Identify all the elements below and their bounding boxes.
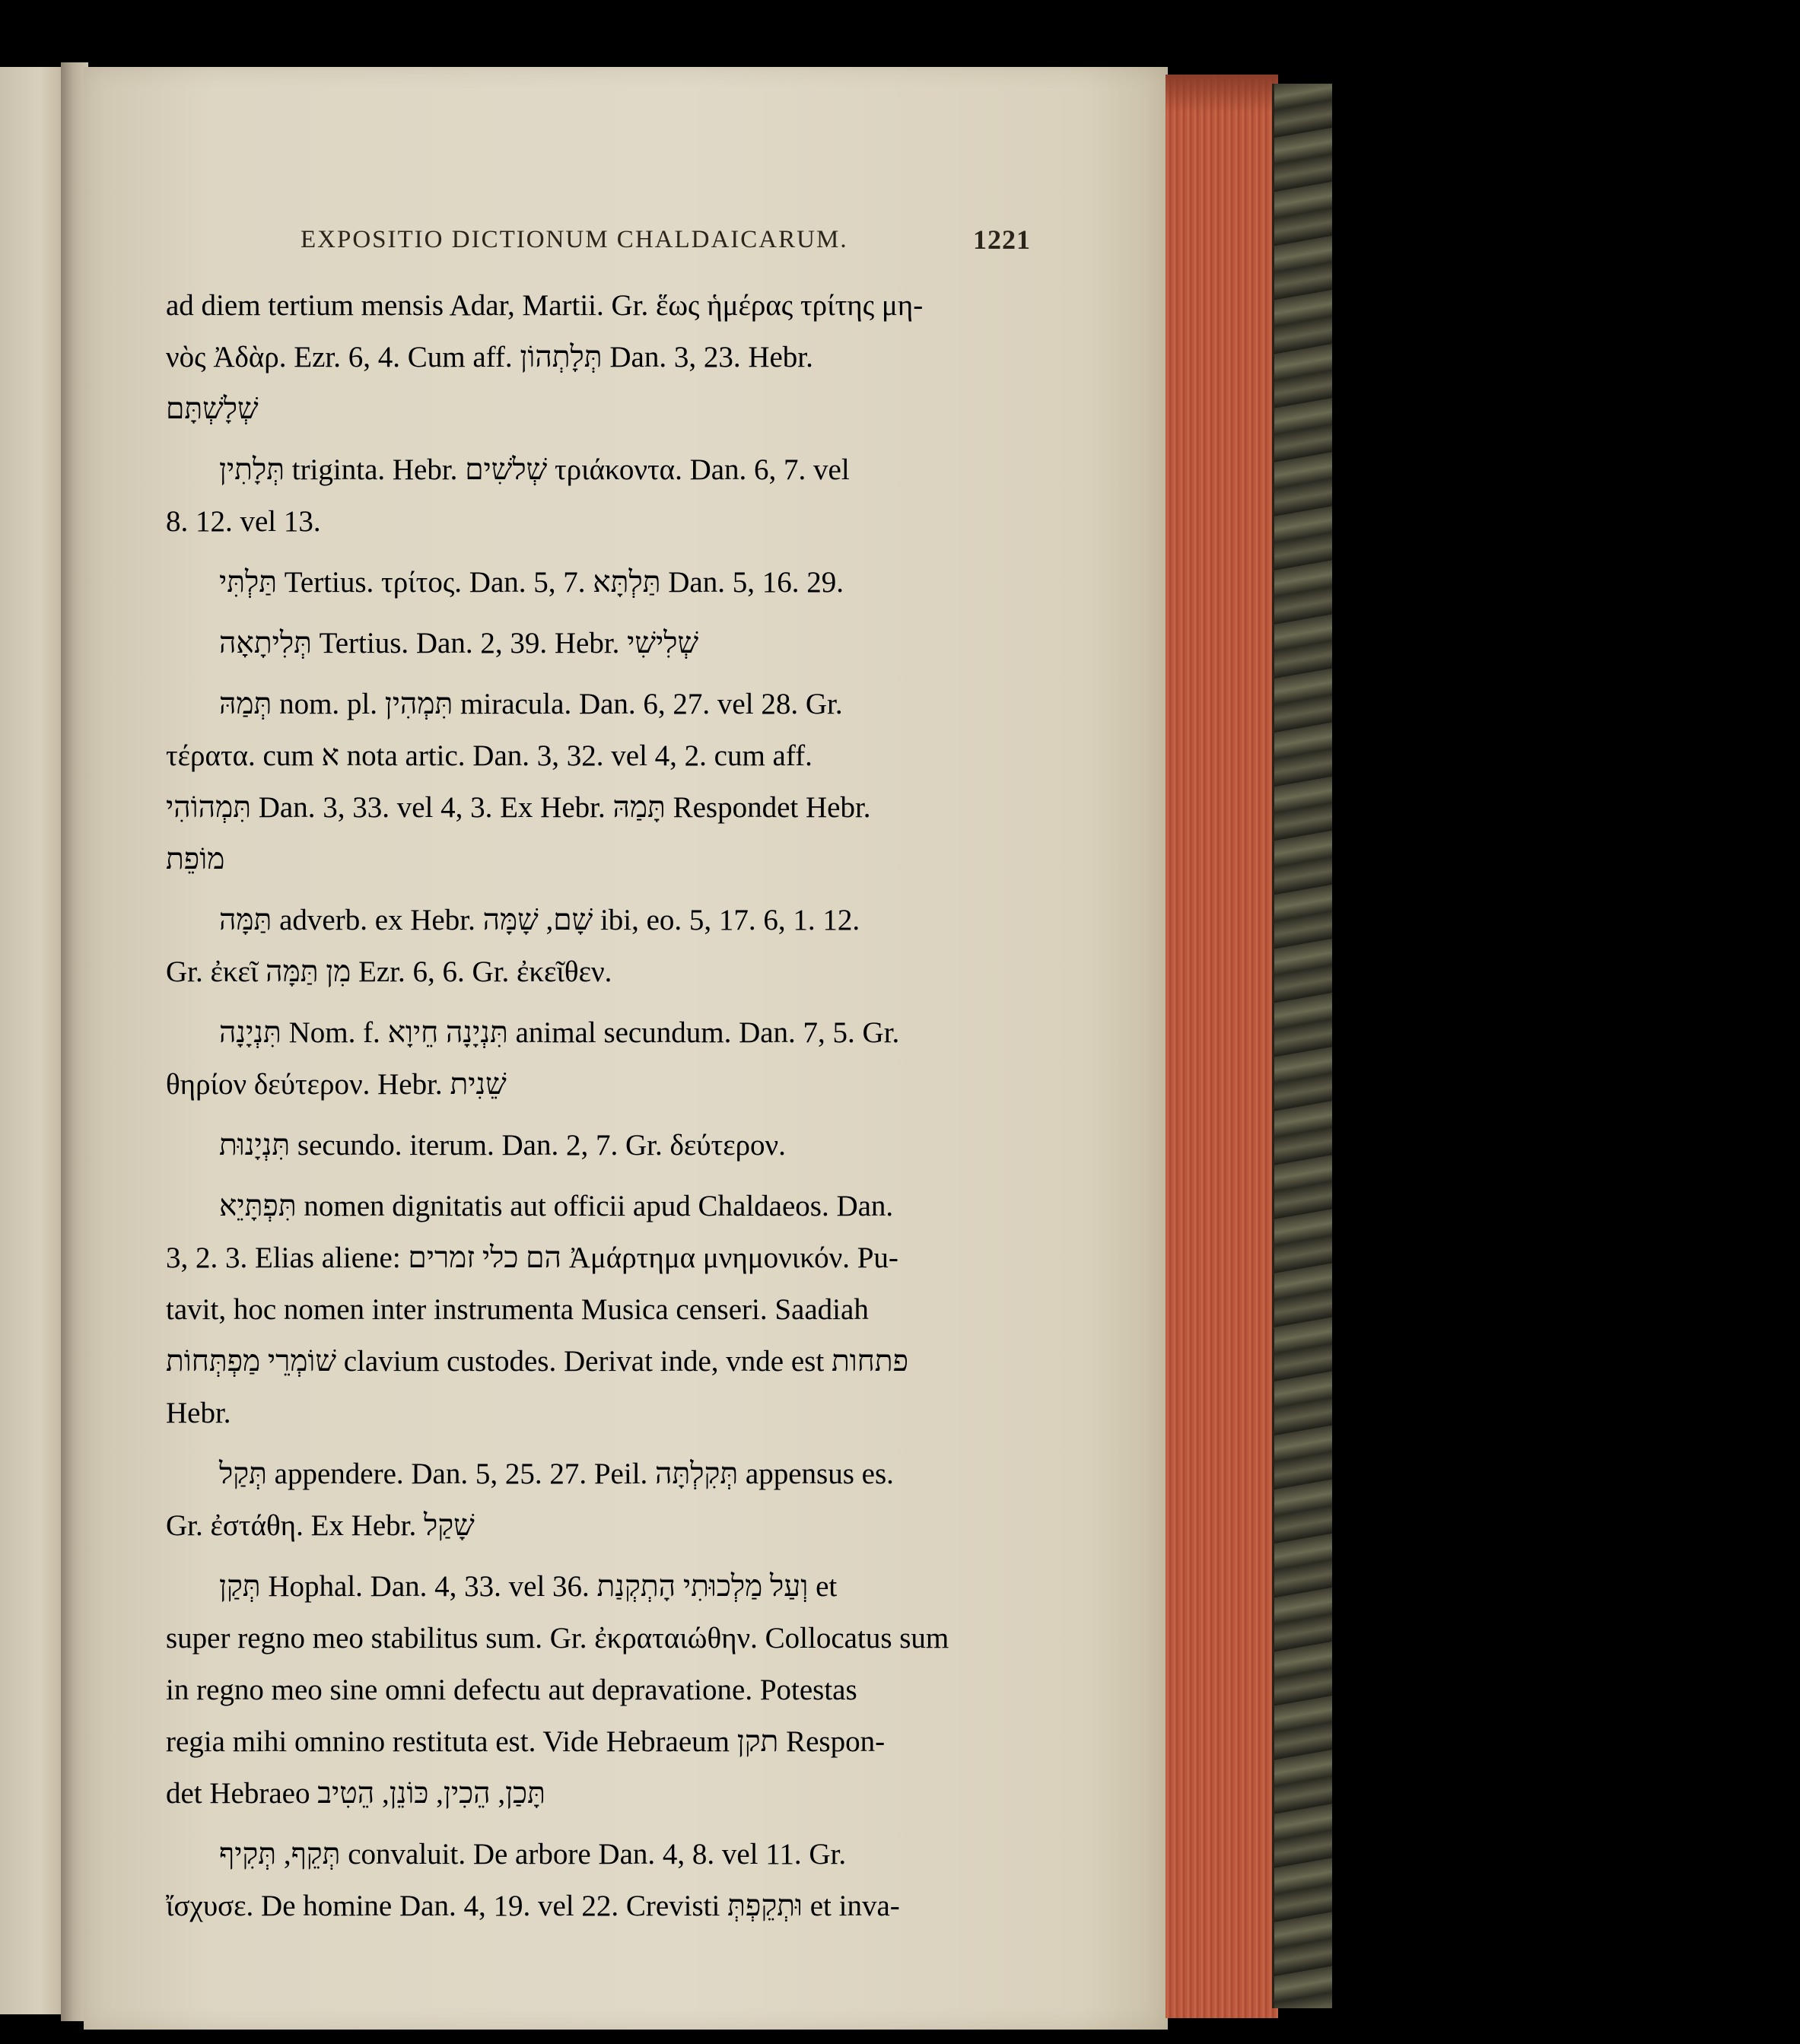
page-block-edge-shadow (1166, 75, 1278, 113)
page-number: 1221 (973, 224, 1031, 255)
text-line: תְּמַהּ nom. pl. תִּמְהִין miracula. Dan. 6, 27. vel 28. Gr. (219, 688, 843, 720)
text-line: Gr. ἐστάθη. Ex Hebr. שָׁקַל (166, 1509, 475, 1542)
text-line: מוֹפֵת (166, 843, 225, 876)
text-line: תְּקֵף, תְּקִיף convaluit. De arbore Dan. 4, 8. vel 11. Gr. (219, 1838, 847, 1871)
text-line: תַּמָּה adverb. ex Hebr. שָׁם, שָׁמָּה ibi, eo. 5, 17. 6, 1. 12. (219, 904, 860, 936)
text-line: regia mihi omnino restituta est. Vide Hebraeum תקן Respon- (166, 1725, 886, 1758)
text-line: תִּנְיָנוּת secundo. iterum. Dan. 2, 7. Gr. δεύτερον. (219, 1129, 786, 1162)
text-line: תְּלִיתָאָה Tertius. Dan. 2, 39. Hebr. שְׁלִישִׁי (219, 627, 699, 660)
text-line: תִּפְתָּיֵא nomen dignitatis aut officii apud Chaldaeos. Dan. (219, 1190, 894, 1222)
text-line: שְׁלָשְׁתָּם (166, 393, 259, 425)
text-line: det Hebraeo תָּכַן, הֵכִין, כּוֹנֵן, הֵטִיב (166, 1777, 545, 1810)
text-line: Gr. ἐκεῖ מִן תַּמָּה Ezr. 6, 6. Gr. ἐκεῖθεν. (166, 955, 612, 988)
text-line: תַּלְתִּי Tertius. τρίτος. Dan. 5, 7. תַּלְתָּא Dan. 5, 16. 29. (219, 566, 844, 599)
left-facing-page (0, 67, 67, 2014)
page-body-text (166, 280, 1029, 1932)
text-line: τέρατα. cum א nota artic. Dan. 3, 32. vel 4, 2. cum aff. (166, 739, 813, 772)
book-cover-edge (1272, 84, 1332, 2008)
text-line: super regno meo stabilitus sum. Gr. ἐκραταιώθην. Collocatus sum (166, 1622, 949, 1655)
text-line: ἴσχυσε. De homine Dan. 4, 19. vel 22. Crevisti וּתְקֵפְתְּ et inva- (166, 1890, 900, 1922)
text-line: Hebr. (166, 1397, 231, 1429)
page-block-edge (1166, 75, 1278, 2018)
text-line: 3, 2. 3. Elias aliene: הם כלי זמרים Ἀμάρτημα μνημονικόν. Pu- (166, 1241, 898, 1274)
text-line: תִּנְיָנָה Nom. f. תִּנְיָנָה חֵיוָא animal secundum. Dan. 7, 5. Gr. (219, 1016, 900, 1049)
text-line: תְּקַן Hophal. Dan. 4, 33. vel 36. וְעַל מַלְכוּתִי הָתְקְנַת et (219, 1570, 838, 1603)
text-line: tavit, hoc nomen inter instrumenta Musica censeri. Saadiah (166, 1293, 869, 1326)
text-line: תְּלָתִין triginta. Hebr. שְׁלשִׁים τριάκοντα. Dan. 6, 7. vel (219, 453, 850, 486)
text-line: θηρίον δεύτερον. Hebr. שֵׁנִית (166, 1068, 507, 1101)
text-line: ad diem tertium mensis Adar, Martii. Gr. ἕως ἡμέρας τρίτης μη- (166, 289, 924, 322)
text-line: תִּמְהוֹהִי Dan. 3, 33. vel 4, 3. Ex Hebr. תָּמַהּ Respondet Hebr. (166, 791, 871, 824)
running-header (301, 221, 1031, 259)
text-line: שׁוֹמְרֵי מַפְתְּחוֹת clavium custodes. Derivat inde, vnde est פתחות (166, 1345, 909, 1378)
running-title: EXPOSITIO DICTIONUM CHALDAICARUM. (301, 225, 848, 253)
text-line: in regno meo sine omni defectu aut depravatione. Potestas (166, 1674, 857, 1706)
text-line: νὸς Ἀδὰρ. Ezr. 6, 4. Cum aff. תְּלָתְהוֹן Dan. 3, 23. Hebr. (166, 341, 813, 374)
text-line: תְּקַל appendere. Dan. 5, 25. 27. Peil. תְּקִלְתָּה appensus es. (219, 1458, 894, 1490)
text-line: 8. 12. vel 13. (166, 505, 321, 538)
